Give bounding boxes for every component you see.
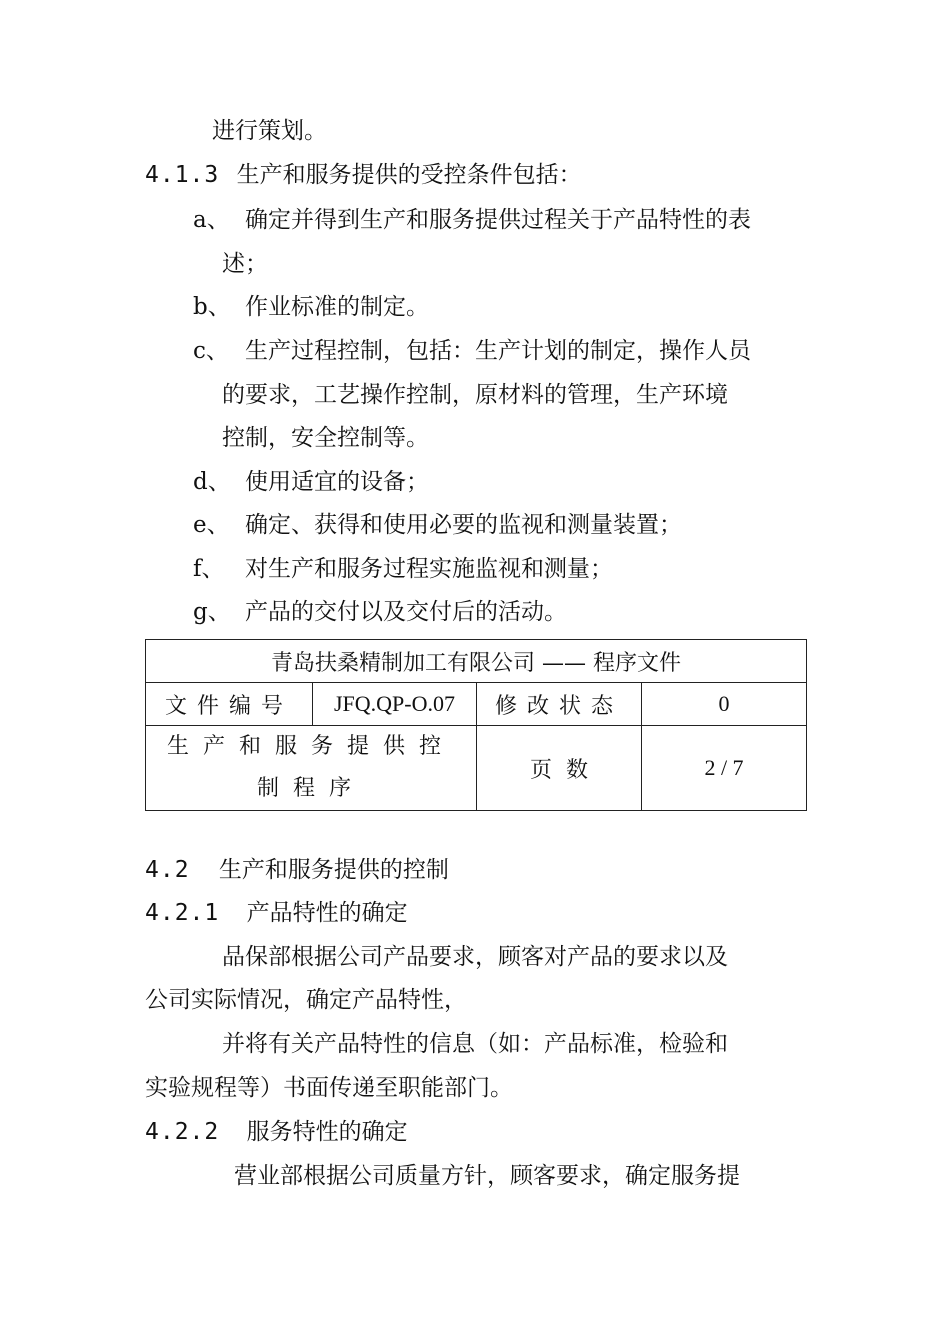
heading-4-2-1 (145, 898, 408, 928)
item-marker: c、 (193, 338, 229, 364)
heading-4-1-3 (145, 160, 582, 190)
revision-value: 0 (642, 683, 807, 726)
section-number: 4.2.2 (145, 1119, 220, 1145)
paragraph-421-1-line2: 公司实际情况，确定产品特性， (145, 987, 467, 1013)
item-marker: e、 (193, 512, 230, 538)
continuation-text: 进行策划。 (212, 118, 327, 144)
section-title: 生产和服务提供的控制 (218, 857, 449, 883)
paragraph-421-1-line1: 品保部根据公司产品要求，顾客对产品的要求以及 (222, 944, 728, 970)
revision-label: 修改状态 (477, 683, 642, 726)
item-text: 使用适宜的设备； (245, 469, 429, 495)
section-number: 4.2.1 (145, 900, 220, 926)
item-marker: b、 (193, 294, 231, 320)
item-marker: g、 (193, 599, 231, 625)
document-header-table (145, 639, 807, 811)
item-text: 确定并得到生产和服务提供过程关于产品特性的表 (245, 207, 751, 233)
heading-4-2-2 (145, 1117, 408, 1147)
doc-title-cell (146, 726, 477, 811)
doc-title-line2: 制程序 (256, 776, 365, 801)
section-title: 生产和服务提供的受控条件包括： (236, 162, 582, 188)
item-text: 生产过程控制，包括：生产计划的制定，操作人员 (245, 338, 751, 364)
list-item-a (193, 205, 751, 235)
pages-label: 页 数 (477, 726, 642, 811)
list-item-a-cont: 述； (222, 251, 268, 277)
heading-4-2 (145, 855, 449, 885)
list-item-b (193, 292, 429, 322)
paragraph-422-1-line1: 营业部根据公司质量方针，顾客要求，确定服务提 (234, 1163, 740, 1189)
paragraph-421-2-line1: 并将有关产品特性的信息（如：产品标准，检验和 (222, 1031, 728, 1057)
section-title: 产品特性的确定 (246, 900, 408, 926)
item-text: 确定、获得和使用必要的监视和测量装置； (245, 512, 682, 538)
doc-number-value: JFQ.QP-O.07 (313, 683, 477, 726)
pages-value: 2 / 7 (642, 726, 807, 811)
list-item-c (193, 336, 751, 366)
paragraph-421-2-line2: 实验规程等）书面传递至职能部门。 (145, 1075, 513, 1101)
list-item-c-cont2: 控制，安全控制等。 (222, 425, 429, 451)
list-item-d (193, 467, 429, 497)
section-title: 服务特性的确定 (246, 1119, 408, 1145)
item-marker: a、 (193, 207, 230, 233)
item-text: 产品的交付以及交付后的活动。 (245, 599, 567, 625)
list-item-e (193, 510, 682, 540)
doc-number-label: 文件编号 (146, 683, 313, 726)
section-number: 4.2 (145, 857, 190, 883)
list-item-f (193, 554, 613, 584)
list-item-c-cont1: 的要求，工艺操作控制，原材料的管理，生产环境 (222, 382, 728, 408)
item-text: 作业标准的制定。 (245, 294, 429, 320)
section-number: 4.1.3 (145, 162, 220, 188)
list-item-g (193, 597, 567, 627)
item-marker: d、 (193, 469, 231, 495)
item-text: 对生产和服务过程实施监视和测量； (245, 556, 613, 582)
company-name-cell: 青岛扶桑精制加工有限公司 —— 程序文件 (146, 640, 807, 683)
item-marker: f、 (193, 556, 225, 582)
doc-title-line1: 生产和服务提供控 (166, 734, 455, 759)
